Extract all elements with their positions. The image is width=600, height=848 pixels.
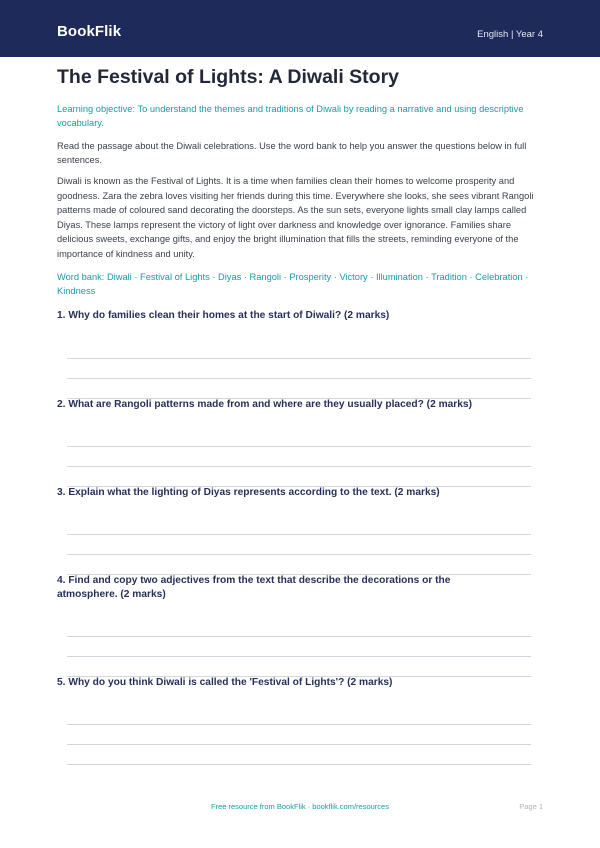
question-1: 1. Why do families clean their homes at the start of Diwali? (2 marks) [57, 310, 390, 321]
worksheet-intro [57, 66, 543, 298]
answer-line[interactable] [67, 554, 531, 555]
answer-line[interactable] [67, 446, 531, 447]
answer-line[interactable] [67, 744, 531, 745]
footer-link[interactable]: Free resource from BookFlik · bookflik.com/resources [211, 802, 389, 811]
reading-passage: Diwali is known as the Festival of Lights. It is a time when families clean their homes to welcome prosperity and goodness. Zara the zebra loves visiting her friends during this time. Everywhere she looks, she sees vibrant Rangoli patterns made of coloured sand decorating the doorsteps. As the sun sets, everyone lights small clay lamps called Diyas. These lamps represent the victory of light over darkness and knowledge over ignorance. Families share delicious sweets, exchange gifts, and enjoy the bright illumination that fills the streets, reminding everyone of the importance of kindness and unity. [57, 176, 534, 259]
answer-line[interactable] [67, 466, 531, 467]
question-2: 2. What are Rangoli patterns made from and where are they usually placed? (2 marks) [57, 399, 472, 410]
question-3: 3. Explain what the lighting of Diyas represents according to the text. (2 marks) [57, 487, 440, 498]
answer-line[interactable] [67, 636, 531, 637]
question-5: 5. Why do you think Diwali is called the 'Festival of Lights'? (2 marks) [57, 677, 393, 688]
learning-objective: Learning objective: To understand the themes and traditions of Diwali by reading a narrative and using descriptive vocabulary. [57, 104, 524, 128]
header-bar [0, 0, 600, 57]
answer-line[interactable] [67, 764, 531, 765]
answer-line[interactable] [67, 724, 531, 725]
subject-year-label: English | Year 4 [477, 29, 543, 40]
page-number: Page 1 [519, 802, 543, 811]
instructions: Read the passage about the Diwali celebrations. Use the word bank to help you answer the questions below in full sentences. [57, 141, 527, 165]
question-4: 4. Find and copy two adjectives from the text that describe the decorations or the atmosphere. (2 marks) [57, 575, 451, 600]
page-title: The Festival of Lights: A Diwali Story [57, 66, 400, 88]
answer-line[interactable] [67, 378, 531, 379]
answer-line[interactable] [67, 656, 531, 657]
brand-logo[interactable]: BookFlik [57, 23, 122, 40]
word-bank: Word bank: Diwali · Festival of Lights · Diyas · Rangoli · Prosperity · Victory · Illumination · Tradition · Celebration · Kindness [57, 272, 529, 296]
answer-line[interactable] [67, 358, 531, 359]
answer-line[interactable] [67, 534, 531, 535]
